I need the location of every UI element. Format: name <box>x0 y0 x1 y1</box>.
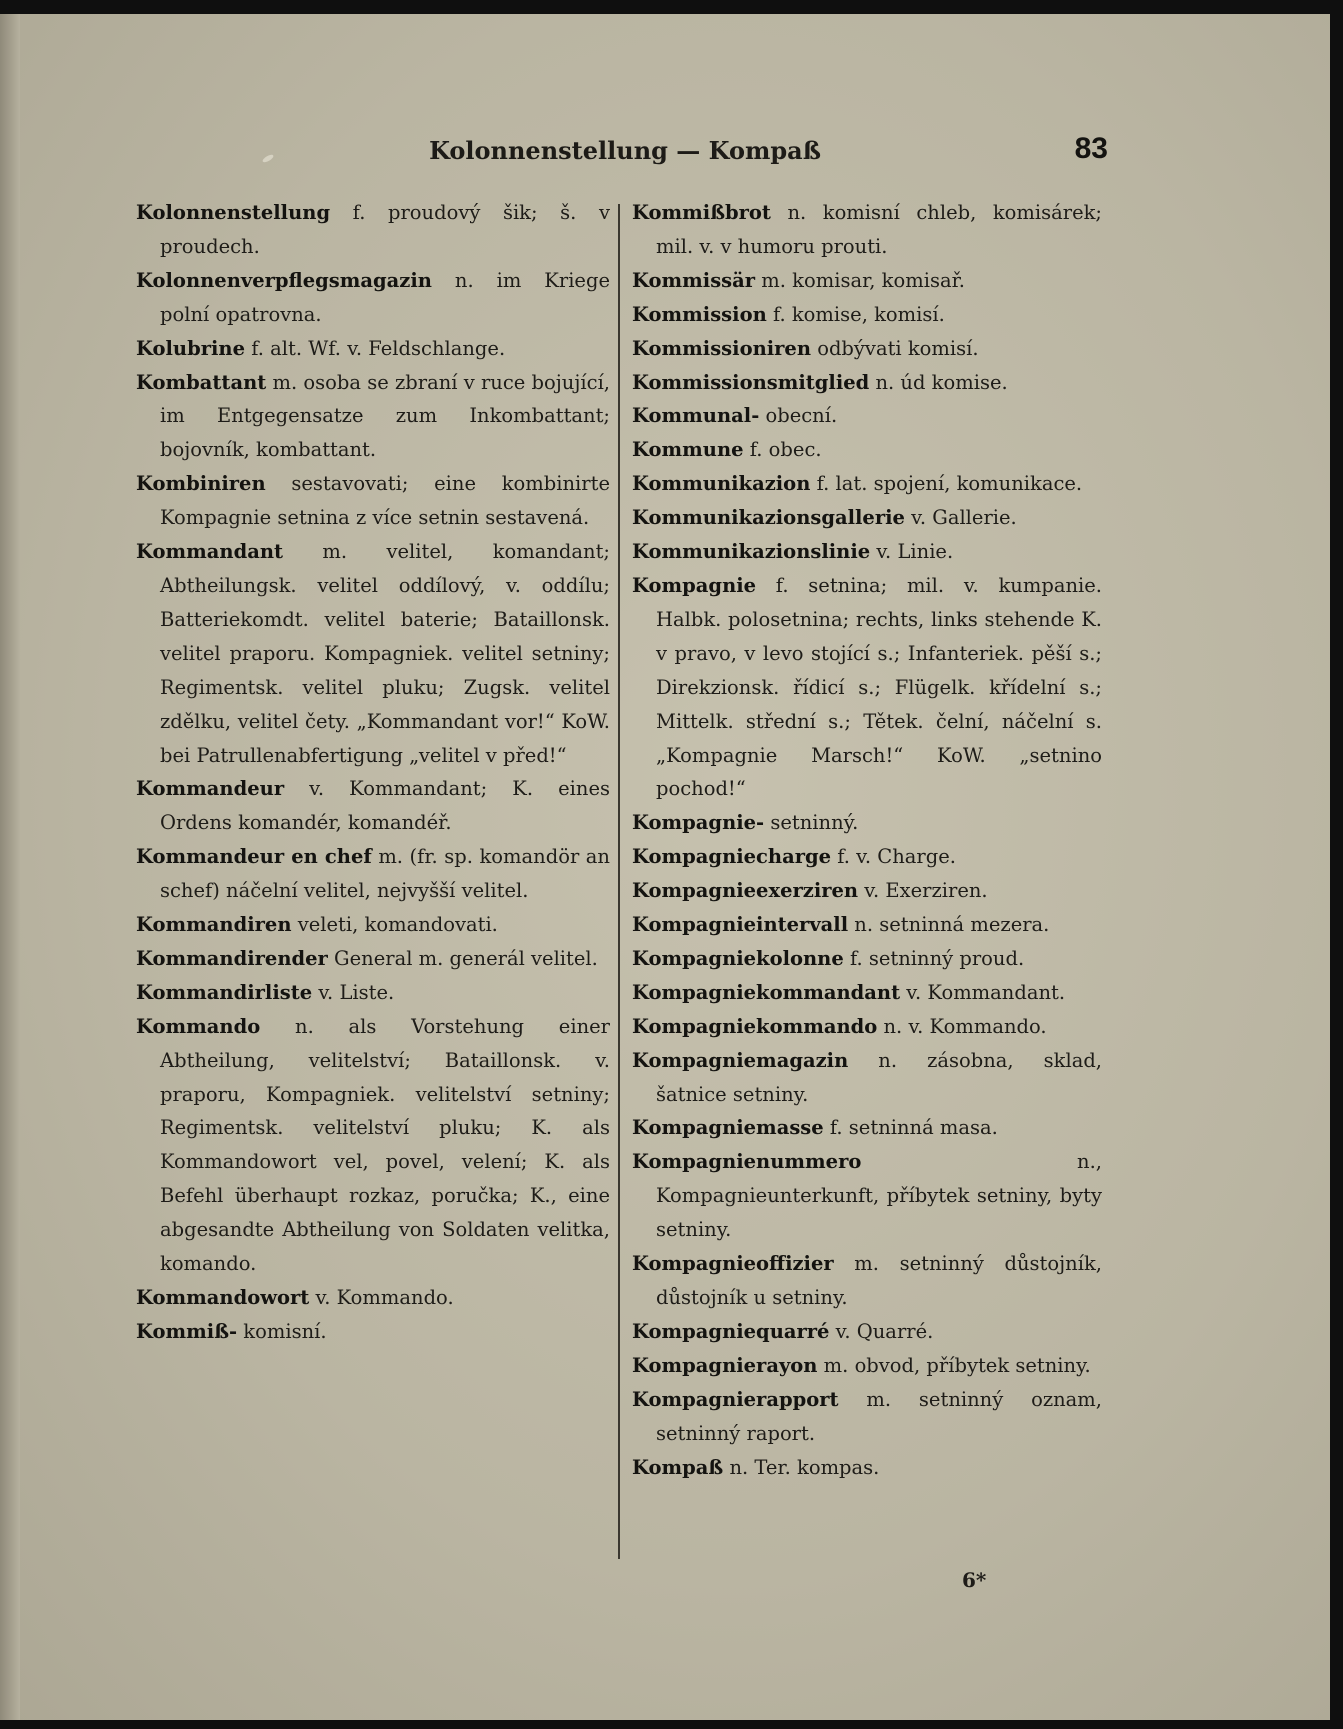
dictionary-entry <box>632 366 1102 400</box>
column-divider <box>618 204 620 1559</box>
entry-headword: Kolonnenverpflegsmagazin <box>136 268 432 292</box>
entry-definition: m. (fr. sp. komandör an schef) náčelní velitel, nejvyšší velitel. <box>160 845 610 903</box>
dictionary-entry <box>632 1145 1102 1247</box>
entry-headword: Kommunal- <box>632 404 760 428</box>
book-spine-shadow <box>0 14 20 1720</box>
entry-definition: v. Gallerie. <box>904 506 1017 530</box>
entry-headword: Kommunikazionsgallerie <box>632 506 905 530</box>
entry-headword: Kommiß- <box>136 1319 238 1343</box>
dictionary-entry <box>632 1044 1102 1112</box>
entry-headword: Kompagniekommandant <box>632 980 901 1004</box>
dictionary-entry <box>632 399 1102 433</box>
dictionary-entry <box>136 1010 610 1281</box>
entry-headword: Kompagniemagazin <box>632 1048 849 1072</box>
entry-definition: f. proudový šik; š. v proudech. <box>160 201 610 258</box>
dictionary-entry <box>136 976 610 1010</box>
entry-definition: odbývati komisí. <box>811 336 979 360</box>
entry-definition: m. obvod, příbytek setniny. <box>817 1353 1091 1377</box>
entry-definition: n., Kompagnieunterkunft, příbytek setniny, byty setniny. <box>656 1150 1102 1242</box>
entry-headword: Kompagnienummero <box>632 1150 862 1174</box>
dictionary-entry <box>632 1247 1102 1315</box>
entry-headword: Kombattant <box>136 370 267 394</box>
entry-headword: Kompagnie- <box>632 811 765 835</box>
entry-headword: Kompagniemasse <box>632 1116 824 1140</box>
dictionary-entry <box>136 467 610 535</box>
dictionary-page <box>0 14 1330 1720</box>
entry-definition: veleti, komandovati. <box>291 913 498 937</box>
entry-definition: n. Ter. kompas. <box>723 1455 880 1479</box>
entry-definition: n. v. Kommando. <box>877 1014 1047 1038</box>
dictionary-entry <box>632 942 1102 976</box>
entry-definition: v. Kommando. <box>309 1286 454 1309</box>
dictionary-entry <box>136 1315 610 1349</box>
entry-definition: n. komisní chleb, komisárek; mil. v. v humoru prouti. <box>656 201 1102 258</box>
entry-headword: Kombiniren <box>136 472 266 496</box>
dictionary-entry <box>632 976 1102 1010</box>
signature-mark: 6* <box>962 1568 987 1592</box>
entry-definition: sestavovati; eine kombinirte Kompagnie setnina z více setnin sestavená. <box>160 472 610 530</box>
entry-headword: Kommißbrot <box>632 201 771 224</box>
entry-headword: Kommissioniren <box>632 336 812 360</box>
entry-definition: f. obec. <box>743 438 822 462</box>
dictionary-entry <box>632 433 1102 467</box>
entry-definition: v. Quarré. <box>829 1319 934 1343</box>
dictionary-entry <box>632 1111 1102 1145</box>
entry-headword: Kommandirliste <box>136 980 313 1004</box>
dictionary-entry <box>136 535 610 772</box>
entry-headword: Kommissionsmitglied <box>632 370 870 394</box>
entry-headword: Kompagniequarré <box>632 1319 830 1343</box>
entry-headword: Kommandant <box>136 540 284 564</box>
dictionary-entry <box>632 1010 1102 1044</box>
entry-headword: Kommunikazion <box>632 472 811 496</box>
dictionary-entry <box>136 772 610 840</box>
entry-definition: General m. generál velitel. <box>327 946 598 970</box>
entry-definition: f. komise, komisí. <box>766 302 945 326</box>
dictionary-entry <box>632 806 1102 840</box>
page-number: 83 <box>1074 132 1108 165</box>
dictionary-entry <box>136 1281 610 1315</box>
entry-definition: f. alt. Wf. v. Feldschlange. <box>245 336 506 360</box>
entry-definition: v. Exerziren. <box>858 879 988 903</box>
entry-definition: v. Linie. <box>870 540 954 564</box>
dictionary-entry <box>632 1315 1102 1349</box>
entry-headword: Kommandowort <box>136 1286 310 1309</box>
entry-headword: Kommune <box>632 438 744 462</box>
dictionary-entry <box>632 467 1102 501</box>
dictionary-entry <box>136 840 610 908</box>
left-column <box>136 196 610 1349</box>
entry-definition: n. im Kriege polní opatrovna. <box>160 268 610 326</box>
entry-headword: Kommandiren <box>136 913 292 937</box>
entry-definition: v. Kommandant; K. eines Ordens komandér, komandéř. <box>160 777 610 835</box>
entry-headword: Kommandeur en chef <box>136 845 372 869</box>
entry-definition: obecní. <box>759 404 838 428</box>
entry-headword: Kolonnenstellung <box>136 201 331 224</box>
entry-definition: f. v. Charge. <box>831 845 956 869</box>
entry-headword: Kompagnieintervall <box>632 913 849 937</box>
dictionary-entry <box>632 908 1102 942</box>
right-column <box>632 196 1102 1484</box>
entry-definition: f. setninná masa. <box>823 1116 998 1140</box>
entry-headword: Kommandirender <box>136 946 328 970</box>
dictionary-entry <box>632 569 1102 806</box>
dictionary-entry <box>632 874 1102 908</box>
entry-definition: m. komisar, komisař. <box>755 268 965 292</box>
entry-headword: Kommission <box>632 302 767 326</box>
dictionary-entry <box>632 196 1102 264</box>
entry-definition: n. als Vorstehung einer Abtheilung, velitelství; Bataillonsk. v. praporu, Kompagniek. velitelství setniny; Regimentsk. velitelství pluku; K. als Kommandowort vel, povel, velení; K. als Befehl überhaupt rozkaz, poručka; K., eine abgesandte Abtheilung von Soldaten velitka, komando. <box>160 1014 610 1276</box>
dictionary-entry <box>632 1383 1102 1451</box>
entry-headword: Kompagnierapport <box>632 1387 839 1411</box>
entry-definition: v. Liste. <box>312 980 395 1004</box>
dictionary-entry <box>136 264 610 332</box>
entry-definition: m. velitel, komandant; Abtheilungsk. velitel oddílový, v. oddílu; Batteriekomdt. velitel baterie; Bataillonsk. velitel praporu. Kompagniek. velitel setniny; Regimentsk. velitel pluku; Zugsk. velitel zdělku, velitel čety. „Kommandant vor!“ KoW. bei Patrullenabfertigung „velitel v před!“ <box>160 540 610 767</box>
dictionary-entry <box>136 332 610 366</box>
dictionary-entry <box>136 196 610 264</box>
entry-definition: v. Kommandant. <box>900 980 1066 1004</box>
entry-definition: m. setninný důstojník, důstojník u setniny. <box>656 1252 1102 1309</box>
entry-definition: komisní. <box>237 1319 327 1343</box>
dictionary-entry <box>632 535 1102 569</box>
entry-definition: setninný. <box>764 811 859 835</box>
entry-definition: n. zásobna, sklad, šatnice setniny. <box>656 1048 1102 1106</box>
dictionary-entry <box>632 840 1102 874</box>
entry-headword: Kommissär <box>632 268 756 292</box>
dictionary-entry <box>632 501 1102 535</box>
entry-headword: Kommandeur <box>136 777 285 801</box>
entry-definition: f. setninný proud. <box>843 946 1025 970</box>
entry-headword: Kompaß <box>632 1455 724 1479</box>
entry-definition: f. lat. spojení, komunikace. <box>810 472 1083 496</box>
entry-headword: Kompagnie <box>632 573 757 597</box>
entry-headword: Kompagniecharge <box>632 845 832 869</box>
dictionary-entry <box>632 264 1102 298</box>
entry-definition: f. setnina; mil. v. kumpanie. Halbk. polosetnina; rechts, links stehende K. v pravo, v levo stojící s.; Infanteriek. pěší s.; Direkzionsk. řídicí s.; Flügelk. křídelní s.; Mittelk. střední s.; Tětek. čelní, náčelní s. „Kompagnie Marsch!“ KoW. „setnino pochod!“ <box>656 573 1102 801</box>
entry-headword: Kompagnieexerziren <box>632 879 859 903</box>
dictionary-entry <box>632 332 1102 366</box>
entry-definition: m. osoba se zbraní v ruce bojující, im Entgegensatze zum Inkombattant; bojovník, kombattant. <box>160 370 610 462</box>
entry-headword: Kompagniekolonne <box>632 946 844 970</box>
dictionary-entry <box>632 1451 1102 1485</box>
page-header <box>140 132 1110 172</box>
dictionary-entry <box>136 942 610 976</box>
entry-headword: Kompagnieoffizier <box>632 1252 834 1276</box>
entry-definition: m. setninný oznam, setninný raport. <box>656 1387 1102 1445</box>
entry-definition: n. setninná mezera. <box>848 913 1050 937</box>
entry-definition: n. úd komise. <box>869 370 1008 394</box>
dictionary-entry <box>136 366 610 468</box>
dictionary-entry <box>136 908 610 942</box>
entry-headword: Kompagnierayon <box>632 1353 818 1377</box>
dictionary-entry <box>632 298 1102 332</box>
running-head: Kolonnenstellung — Kompaß <box>429 136 821 165</box>
entry-headword: Kommando <box>136 1014 261 1038</box>
dictionary-entry <box>632 1349 1102 1383</box>
entry-headword: Kolubrine <box>136 336 246 360</box>
entry-headword: Kommunikazionslinie <box>632 540 871 564</box>
entry-headword: Kompagniekommando <box>632 1014 878 1038</box>
